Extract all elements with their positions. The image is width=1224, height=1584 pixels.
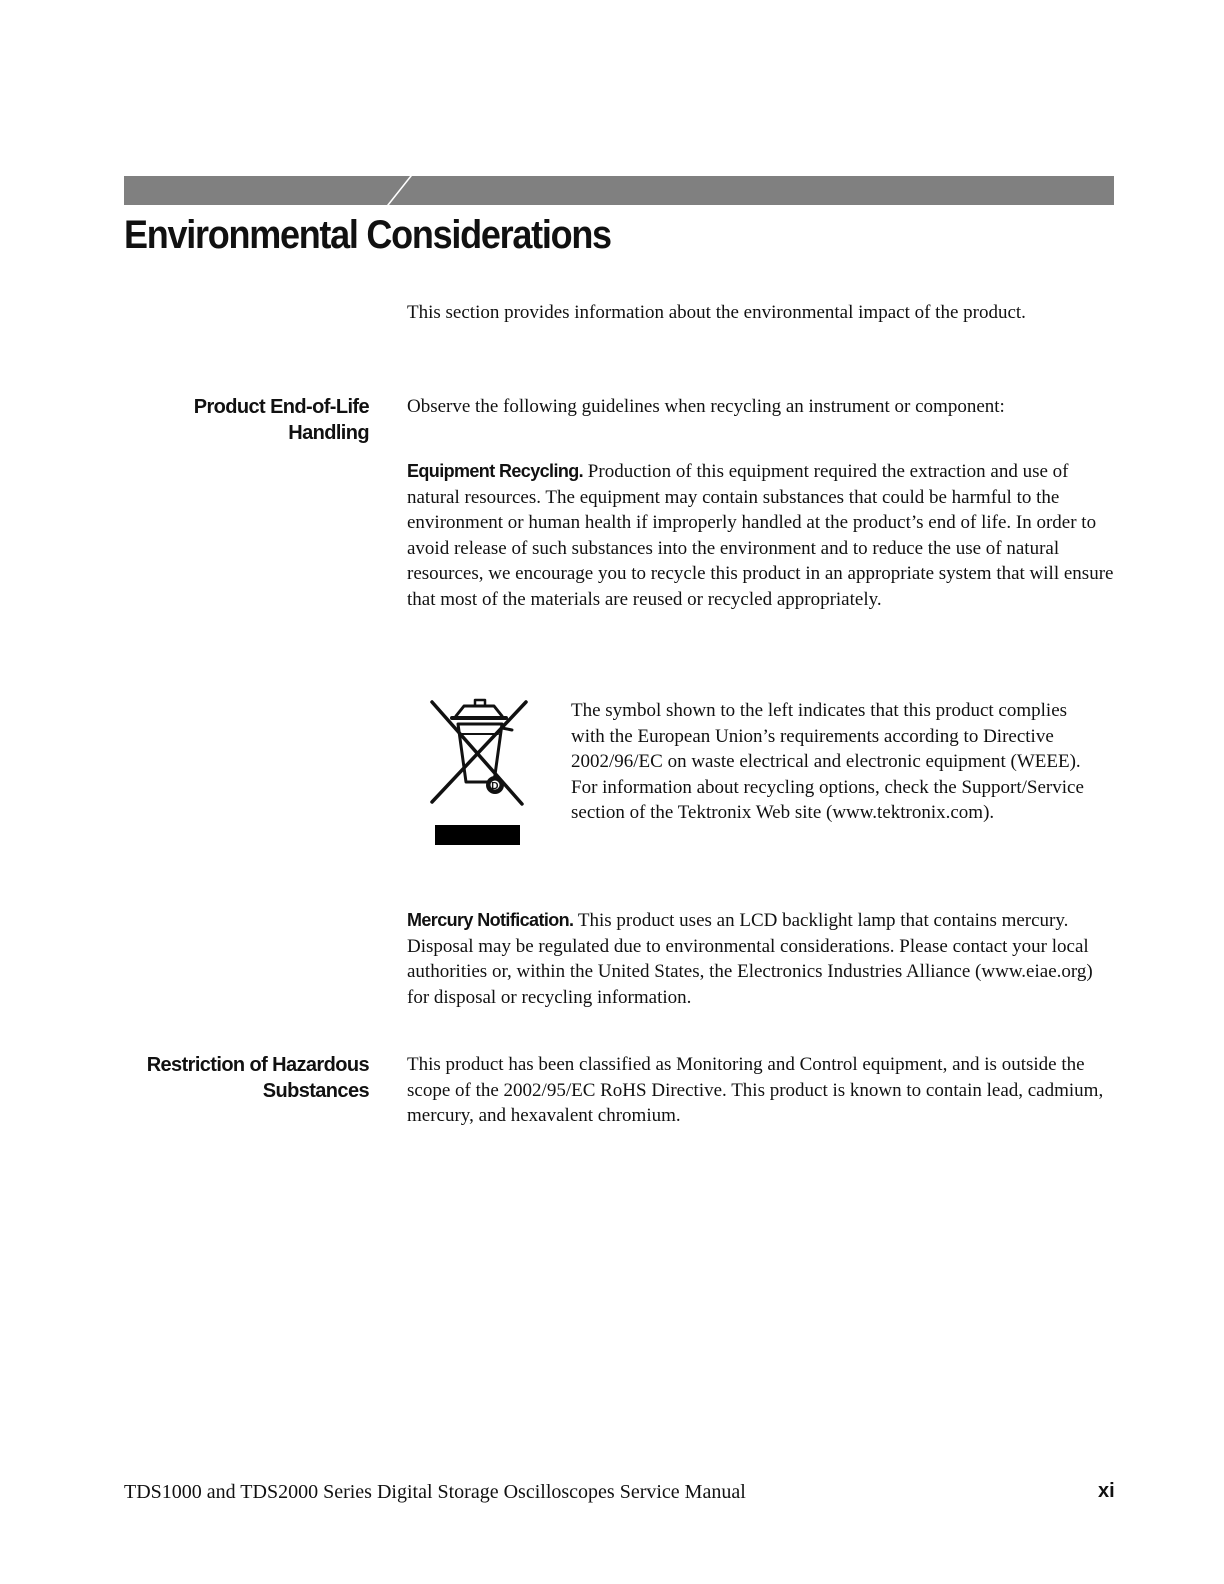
svg-text:D: D <box>491 781 499 792</box>
side-heading-line: Handling <box>288 422 369 444</box>
equipment-recycling-label: Equipment Recycling. <box>407 461 584 481</box>
side-heading-rohs <box>147 1052 369 1104</box>
page-number: xi <box>1098 1480 1115 1502</box>
footer-manual-title: TDS1000 and TDS2000 Series Digital Storage Oscilloscopes Service Manual <box>124 1481 746 1503</box>
rohs-paragraph: This product has been classified as Monitoring and Control equipment, and is outside the scope of the 2002/95/EC RoHS Directive. This product is known to contain lead, cadmium, mercury, and hexavalent chromium. <box>407 1054 1104 1127</box>
mercury-label: Mercury Notification. <box>407 910 574 930</box>
side-heading-line: Substances <box>262 1080 369 1102</box>
page-title: Environmental Considerations <box>124 213 611 257</box>
side-heading-end-of-life <box>194 394 369 446</box>
equipment-recycling-text: Production of this equipment required the extraction and use of natural resources. The equipment may contain substances that could be harmful to the environment or human health if improperly handled at the product’s end of life. In order to avoid release of such substances into the environment and to reduce the use of natural resources, we encourage you to recycle this product in an appropriate system that will ensure that most of the materials are reused or recycled appropriately. <box>407 461 1114 610</box>
header-bar <box>124 176 1114 205</box>
equipment-recycling-paragraph <box>407 459 1119 613</box>
end-of-life-intro: Observe the following guidelines when recycling an instrument or component: <box>407 396 1005 417</box>
crossed-out-wheelie-bin-icon <box>418 690 542 862</box>
mercury-text: This product uses an LCD backlight lamp that contains mercury. Disposal may be regulated due to environmental considerations. Please contact your local authorities or, within the United States, the Electronics Industries Alliance (www.eiae.org) for disposal or recycling information. <box>407 910 1093 1008</box>
section-intro: This section provides information about the environmental impact of the product. <box>407 302 1026 323</box>
weee-paragraph: The symbol shown to the left indicates that this product complies with the European Union’s requirements according to Directive 2002/96/EC on waste electrical and electronic equipment (WEEE). For information about recycling options, check the Support/Service section of the Tektronix Web site (www.tektronix.com). <box>571 700 1084 824</box>
mercury-paragraph <box>407 908 1119 1010</box>
side-heading-line: Product End-of-Life <box>193 396 369 418</box>
side-heading-line: Restriction of Hazardous <box>146 1054 369 1076</box>
